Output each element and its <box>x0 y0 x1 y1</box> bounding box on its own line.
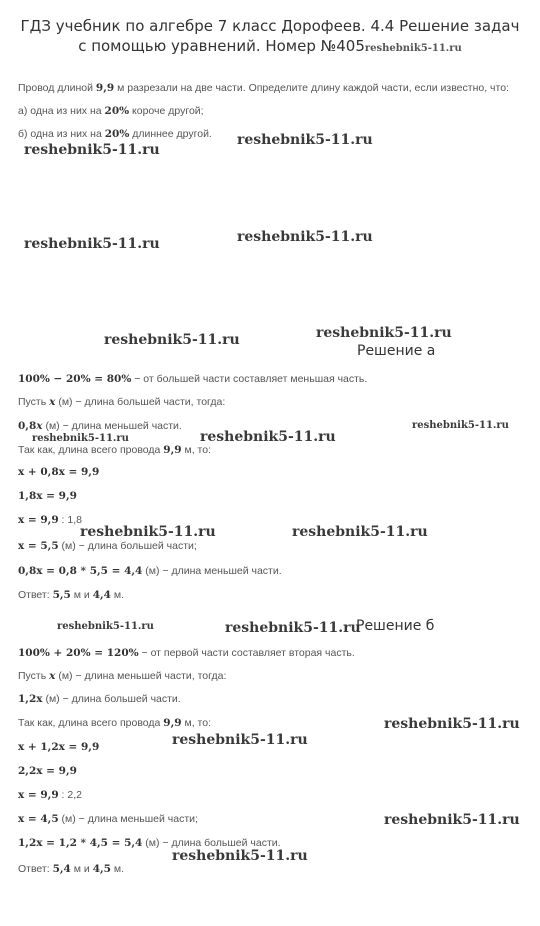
sol-a-line-1: 100% − 20% = 80% − от большей части составляет меньшая часть. <box>18 373 368 385</box>
watermark: reshebnik5-11.ru <box>316 325 452 341</box>
watermark: reshebnik5-11.ru <box>292 524 428 540</box>
solution-b-heading: Решение б <box>356 618 435 634</box>
sol-b-eq-3: x = 9,9 : 2,2 <box>18 789 82 801</box>
sol-b-eq-4: x = 4,5 (м) − длина меньшей части; <box>18 813 198 825</box>
watermark: reshebnik5-11.ru <box>384 812 520 828</box>
watermark: reshebnik5-11.ru <box>172 848 308 864</box>
watermark: reshebnik5-11.ru <box>200 429 336 445</box>
watermark: reshebnik5-11.ru <box>412 420 509 431</box>
watermark: reshebnik5-11.ru <box>237 132 373 148</box>
sol-b-eq-1: x + 1,2x = 9,9 <box>18 741 100 753</box>
page-title <box>0 16 540 59</box>
watermark: reshebnik5-11.ru <box>384 716 520 732</box>
watermark: reshebnik5-11.ru <box>237 229 373 245</box>
watermark: reshebnik5-11.ru <box>57 621 154 632</box>
sol-b-line-2: Пусть x (м) − длина меньшей части, тогда: <box>18 670 227 682</box>
title-line-2 <box>0 36 540 59</box>
sol-a-answer: Ответ: 5,5 м и 4,4 м. <box>18 589 125 601</box>
watermark: reshebnik5-11.ru <box>24 236 160 252</box>
sol-a-eq-2: 1,8x = 9,9 <box>18 490 77 502</box>
watermark: reshebnik5-11.ru <box>172 732 308 748</box>
sol-b-answer: Ответ: 5,4 м и 4,5 м. <box>18 863 125 875</box>
problem-part-b: б) одна из них на 20% длиннее другой. <box>18 128 212 140</box>
watermark: reshebnik5-11.ru <box>225 620 361 636</box>
title-watermark: reshebnik5-11.ru <box>364 43 462 54</box>
sol-a-line-4: Так как, длина всего провода 9,9 м, то: <box>18 444 211 456</box>
sol-a-line-2: Пусть x (м) − длина большей части, тогда: <box>18 396 226 408</box>
sol-b-line-3: 1,2x (м) − длина большей части. <box>18 693 181 705</box>
sol-b-line-4: Так как, длина всего провода 9,9 м, то: <box>18 717 211 729</box>
sol-a-eq-1: x + 0,8x = 9,9 <box>18 466 100 478</box>
solution-a-heading: Решение а <box>357 343 436 359</box>
title-line-1: ГДЗ учебник по алгебре 7 класс Дорофеев. 4.4 Решение задач <box>20 17 520 35</box>
sol-a-eq-3: x = 9,9 : 1,8 <box>18 514 82 526</box>
watermark: reshebnik5-11.ru <box>80 524 216 540</box>
sol-b-eq-5: 1,2x = 1,2 * 4,5 = 5,4 (м) − длина большей части. <box>18 837 281 849</box>
sol-a-line-3: 0,8x (м) − длина меньшей части. <box>18 420 182 432</box>
sol-b-eq-2: 2,2x = 9,9 <box>18 765 77 777</box>
problem-intro: Провод длиной 9,9 м разрезали на две части. Определите длину каждой части, если известно, что: <box>18 82 509 94</box>
title-line-2-text: с помощью уравнений. Номер №405 <box>78 37 365 55</box>
problem-part-a: а) одна из них на 20% короче другой; <box>18 105 204 117</box>
watermark: reshebnik5-11.ru <box>104 332 240 348</box>
watermark: reshebnik5-11.ru <box>32 433 129 444</box>
watermark: reshebnik5-11.ru <box>24 142 160 158</box>
sol-b-line-1: 100% + 20% = 120% − от первой части составляет вторая часть. <box>18 647 355 659</box>
sol-a-eq-5: 0,8x = 0,8 * 5,5 = 4,4 (м) − длина меньшей части. <box>18 565 282 577</box>
sol-a-eq-4: x = 5,5 (м) − длина большей части; <box>18 540 197 552</box>
